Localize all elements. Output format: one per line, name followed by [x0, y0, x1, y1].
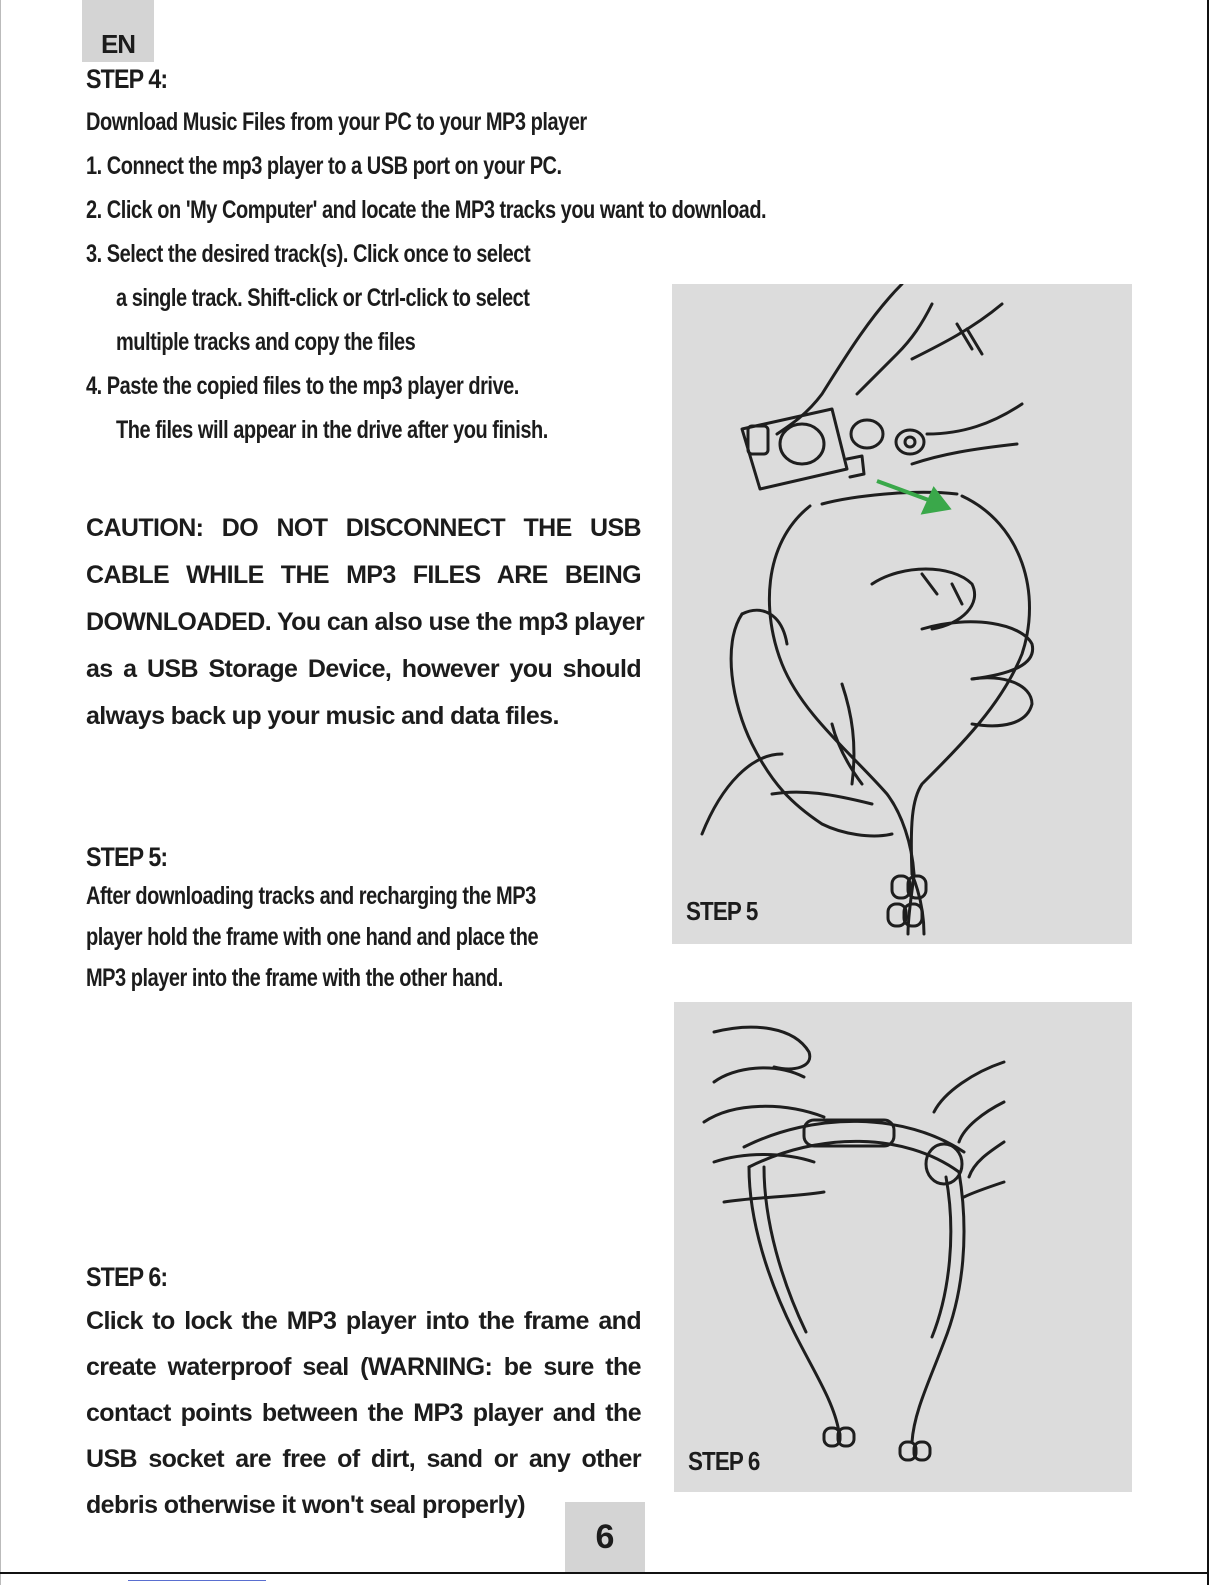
- step6-line: USB socket are free of dirt, sand or any other: [86, 1445, 641, 1473]
- step5-heading: STEP 5:: [86, 842, 168, 872]
- page-border-left: [0, 0, 1, 1585]
- bottom-underline: [128, 1580, 266, 1581]
- step4-item-3-line-1: 3. Select the desired track(s). Click once to select: [86, 240, 531, 268]
- step4-heading: STEP 4:: [86, 64, 168, 94]
- step6-figure-label: STEP 6: [688, 1446, 760, 1476]
- step5-line: player hold the frame with one hand and place the: [86, 923, 539, 951]
- step6-line: contact points between the MP3 player and the: [86, 1399, 641, 1427]
- page-border-right: [1207, 0, 1209, 1585]
- step4-item-4-line-1: 4. Paste the copied files to the mp3 player drive.: [86, 372, 519, 400]
- step6-line: Click to lock the MP3 player into the frame and: [86, 1307, 641, 1335]
- caution-paragraph: [86, 505, 645, 740]
- step6-paragraph: [86, 1298, 641, 1528]
- step6-heading: STEP 6:: [86, 1262, 168, 1292]
- step4-item-3-line-2: a single track. Shift-click or Ctrl-click to select: [116, 284, 530, 312]
- caution-line: DOWNLOADED. You can also use the mp3 player: [86, 608, 645, 636]
- caution-line: as a USB Storage Device, however you should: [86, 655, 641, 683]
- caution-line: CAUTION: DO NOT DISCONNECT THE USB: [86, 514, 641, 542]
- language-tab: EN: [82, 0, 154, 62]
- caution-line: always back up your music and data files.: [86, 702, 559, 730]
- step5-illustration: [672, 284, 1132, 944]
- step4-item-4-line-2: The files will appear in the drive after you finish.: [116, 416, 548, 444]
- step6-illustration: [674, 1002, 1132, 1492]
- step5-line: After downloading tracks and recharging the MP3: [86, 882, 536, 910]
- page-border-bottom: [0, 1572, 1209, 1574]
- step5-line: MP3 player into the frame with the other hand.: [86, 964, 503, 992]
- step6-line: create waterproof seal (WARNING: be sure the: [86, 1353, 641, 1381]
- step4-item-2: 2. Click on 'My Computer' and locate the MP3 tracks you want to download.: [86, 196, 767, 224]
- insert-arrow-icon: [877, 481, 948, 512]
- step6-line: debris otherwise it won't seal properly): [86, 1491, 525, 1519]
- caution-line: CABLE WHILE THE MP3 FILES ARE BEING: [86, 561, 641, 589]
- step4-intro: Download Music Files from your PC to your MP3 player: [86, 108, 587, 136]
- step4-item-1: 1. Connect the mp3 player to a USB port on your PC.: [86, 152, 562, 180]
- step5-line-drawing: [672, 284, 1132, 944]
- page-number: 6: [565, 1502, 645, 1572]
- step5-figure-label: STEP 5: [686, 896, 758, 926]
- step6-line-drawing: [674, 1002, 1132, 1492]
- step4-item-3-line-3: multiple tracks and copy the files: [116, 328, 416, 356]
